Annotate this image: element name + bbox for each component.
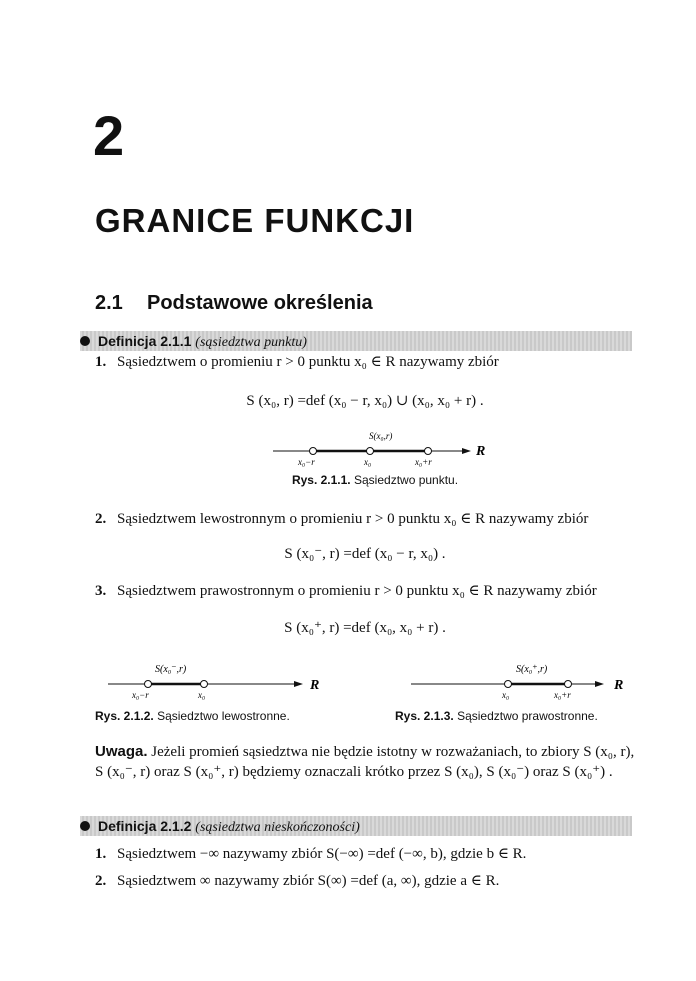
caption-text: Sąsiedztwo punktu. [354,473,459,487]
open-point-right [201,681,208,688]
item-text: Sąsiedztwem −∞ nazywamy zbiór S(−∞) =def (−∞, b), gdzie b ∈ R. [117,846,527,862]
item-text: Sąsiedztwem ∞ nazywamy zbiór S(∞) =def (a, ∞), gdzie a ∈ R. [117,873,500,889]
item-number: 3. [95,583,107,599]
open-point-center [367,448,374,455]
bullet-icon [80,821,90,831]
open-point-left [145,681,152,688]
note-paragraph [95,742,635,782]
fig-label-top: S(x₀⁺,r) [516,664,548,675]
axis-label: R [614,678,624,693]
tick-label: x₀−r [298,457,315,467]
bullet-icon [80,336,90,346]
tick-label: x₀ [364,457,372,467]
caption-number: Rys. 2.1.1. [291,473,351,487]
section-heading [95,293,373,313]
open-point-right [565,681,572,688]
definition-item [95,872,499,890]
figure-caption [95,709,325,723]
axis-label: R [476,444,486,459]
figure-neighbourhood [268,428,492,472]
definition-subtitle: (sąsiedztwa nieskończoności) [195,820,360,835]
figure-caption [395,709,635,723]
item-text: Sąsiedztwem o promieniu r > 0 punktu x₀ ∈ R nazywamy zbiór [117,354,499,370]
axis-label: R [310,678,320,693]
chapter-title: GRANICE FUNKCJI [95,202,415,239]
note-label: Uwaga. [95,743,148,760]
definition-number: Definicja 2.1.1 [98,333,192,349]
formula: S (x₀⁺, r) =def (x₀, x₀ + r) . [284,620,446,636]
caption-text: Sąsiedztwo prawostronne. [457,709,598,723]
definition-label [98,817,360,837]
definition-item [95,510,588,528]
caption-text: Sąsiedztwo lewostronne. [157,709,290,723]
section-number: 2.1 [95,292,123,314]
tick-label: x₀ [198,690,206,700]
note-text: Jeżeli promień sąsiedztwa nie będzie istotny w rozważaniach, to zbiory S (x₀, r), S (x₀⁻, r) oraz S (x₀⁺, r) będziemy oznaczali krótko przez S (x₀), S (x₀⁻) oraz S (x₀⁺) . [95,744,635,780]
axis-arrow-icon [595,681,604,687]
axis-arrow-icon [294,681,303,687]
tick-label: x₀+r [554,690,571,700]
open-point-left [505,681,512,688]
caption-number: Rys. 2.1.2. [95,709,154,723]
item-number: 2. [95,511,107,527]
item-number: 2. [95,873,107,889]
caption-number: Rys. 2.1.3. [395,709,454,723]
axis-arrow-icon [462,448,471,454]
formula: S (x₀⁻, r) =def (x₀ − r, x₀) . [284,546,446,562]
definition-subtitle: (sąsiedztwa punktu) [195,335,307,350]
tick-label: x₀ [502,690,510,700]
chapter-number: 2 [93,104,125,167]
definition-item [95,845,526,863]
section-title: Podstawowe określenia [147,292,373,314]
definition-item [95,582,597,600]
definition-header [80,331,632,351]
figure-left-neighbourhood [105,658,325,702]
open-point-right [425,448,432,455]
tick-label: x₀+r [415,457,432,467]
figure-caption [240,473,510,487]
definition-header [80,816,632,836]
formula: S (x₀, r) =def (x₀ − r, x₀) ∪ (x₀, x₀ + r) . [246,393,484,409]
fig-label-top: S(x₀,r) [369,431,393,441]
open-point-left [310,448,317,455]
figure-right-neighbourhood [408,658,633,702]
definition-label [98,332,307,352]
item-text: Sąsiedztwem prawostronnym o promieniu r > 0 punktu x₀ ∈ R nazywamy zbiór [117,583,597,599]
fig-label-top: S(x₀⁻,r) [155,664,187,675]
definition-number: Definicja 2.1.2 [98,818,192,834]
tick-label: x₀−r [132,690,149,700]
item-number: 1. [95,354,107,370]
definition-item [95,353,499,371]
item-number: 1. [95,846,107,862]
item-text: Sąsiedztwem lewostronnym o promieniu r > 0 punktu x₀ ∈ R nazywamy zbiór [117,511,589,527]
